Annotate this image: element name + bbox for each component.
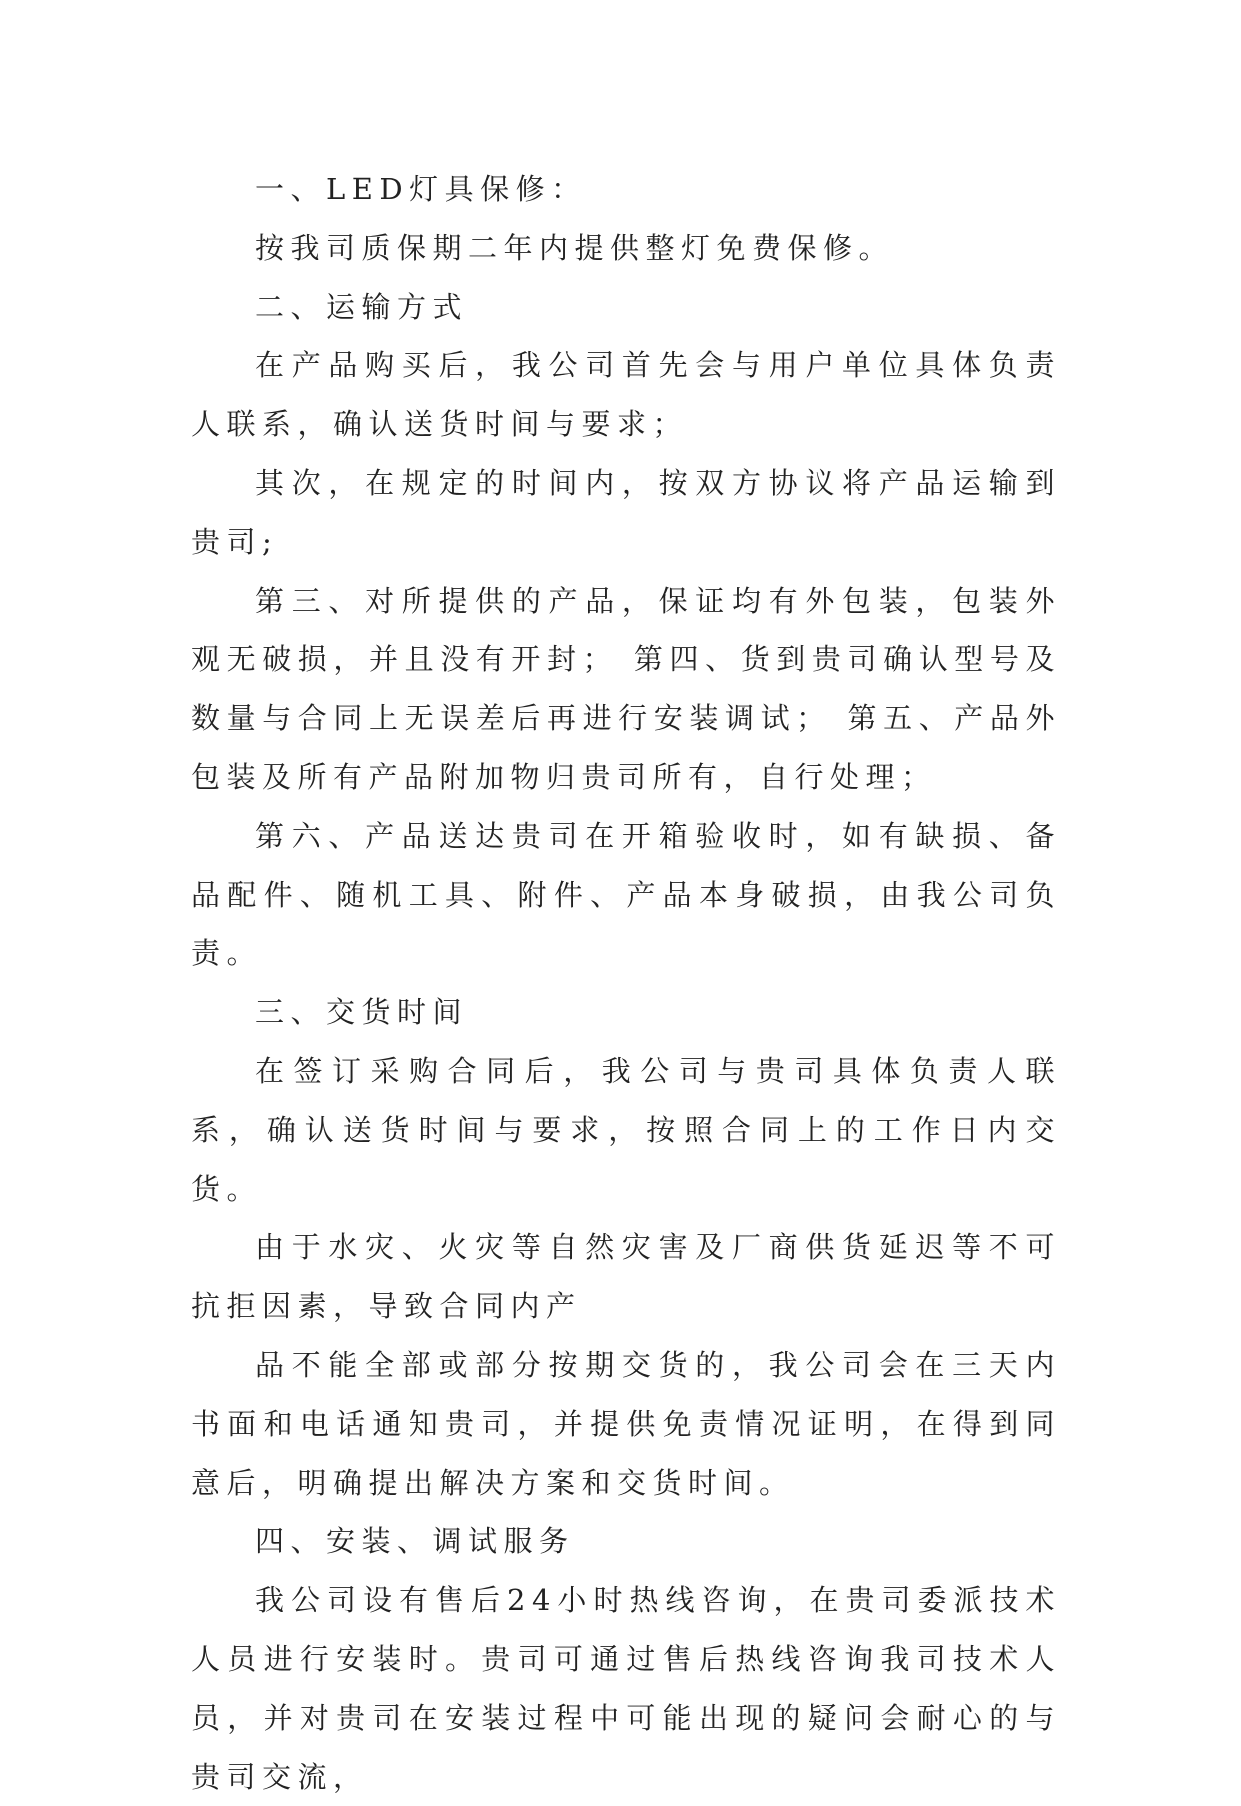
- paragraph-delivery-schedule: 在签订采购合同后，我公司与贵司具体负责人联系，确认送货时间与要求，按照合同上的工作日内交货。: [191, 1053, 1061, 1206]
- paragraph-installation-support: 我公司设有售后24小时热线咨询，在贵司委派技术人员进行安装时。贵司可通过售后热线咨询我司技术人员，并对贵司在安装过程中可能出现的疑问会耐心的与贵司交流，: [191, 1583, 1061, 1794]
- section-heading-transport: 二、运输方式: [255, 289, 469, 324]
- section-heading-installation: 四、安装、调试服务: [255, 1524, 575, 1559]
- document-body: [191, 160, 1061, 1806]
- paragraph-transport-damage: 第六、产品送达贵司在开箱验收时，如有缺损、备品配件、随机工具、附件、产品本身破损，由我公司负责。: [191, 818, 1061, 971]
- section-heading-led-warranty: 一、LED灯具保修：: [255, 172, 587, 206]
- paragraph-transport-delivery: 其次，在规定的时间内，按双方协议将产品运输到贵司;: [191, 465, 1061, 559]
- section-heading-delivery-time: 三、交货时间: [255, 995, 469, 1030]
- paragraph-warranty-terms: 按我司质保期二年内提供整灯免费保修。: [255, 230, 895, 265]
- paragraph-transport-contact: 在产品购买后，我公司首先会与用户单位具体负责人联系，确认送货时间与要求；: [191, 348, 1061, 442]
- paragraph-force-majeure: 由于水灾、火灾等自然灾害及厂商供货延迟等不可抗拒因素，导致合同内产: [191, 1230, 1061, 1324]
- paragraph-force-majeure-notice: 品不能全部或部分按期交货的，我公司会在三天内书面和电话通知贵司，并提供免责情况证明，在得到同意后，明确提出解决方案和交货时间。: [191, 1347, 1061, 1500]
- paragraph-transport-packaging: 第三、对所提供的产品，保证均有外包装，包装外观无破损，并且没有开封； 第四、货到贵司确认型号及数量与合同上无误差后再进行安装调试； 第五、产品外包装及所有产品附加物归贵司所有，自行处理；: [191, 583, 1061, 794]
